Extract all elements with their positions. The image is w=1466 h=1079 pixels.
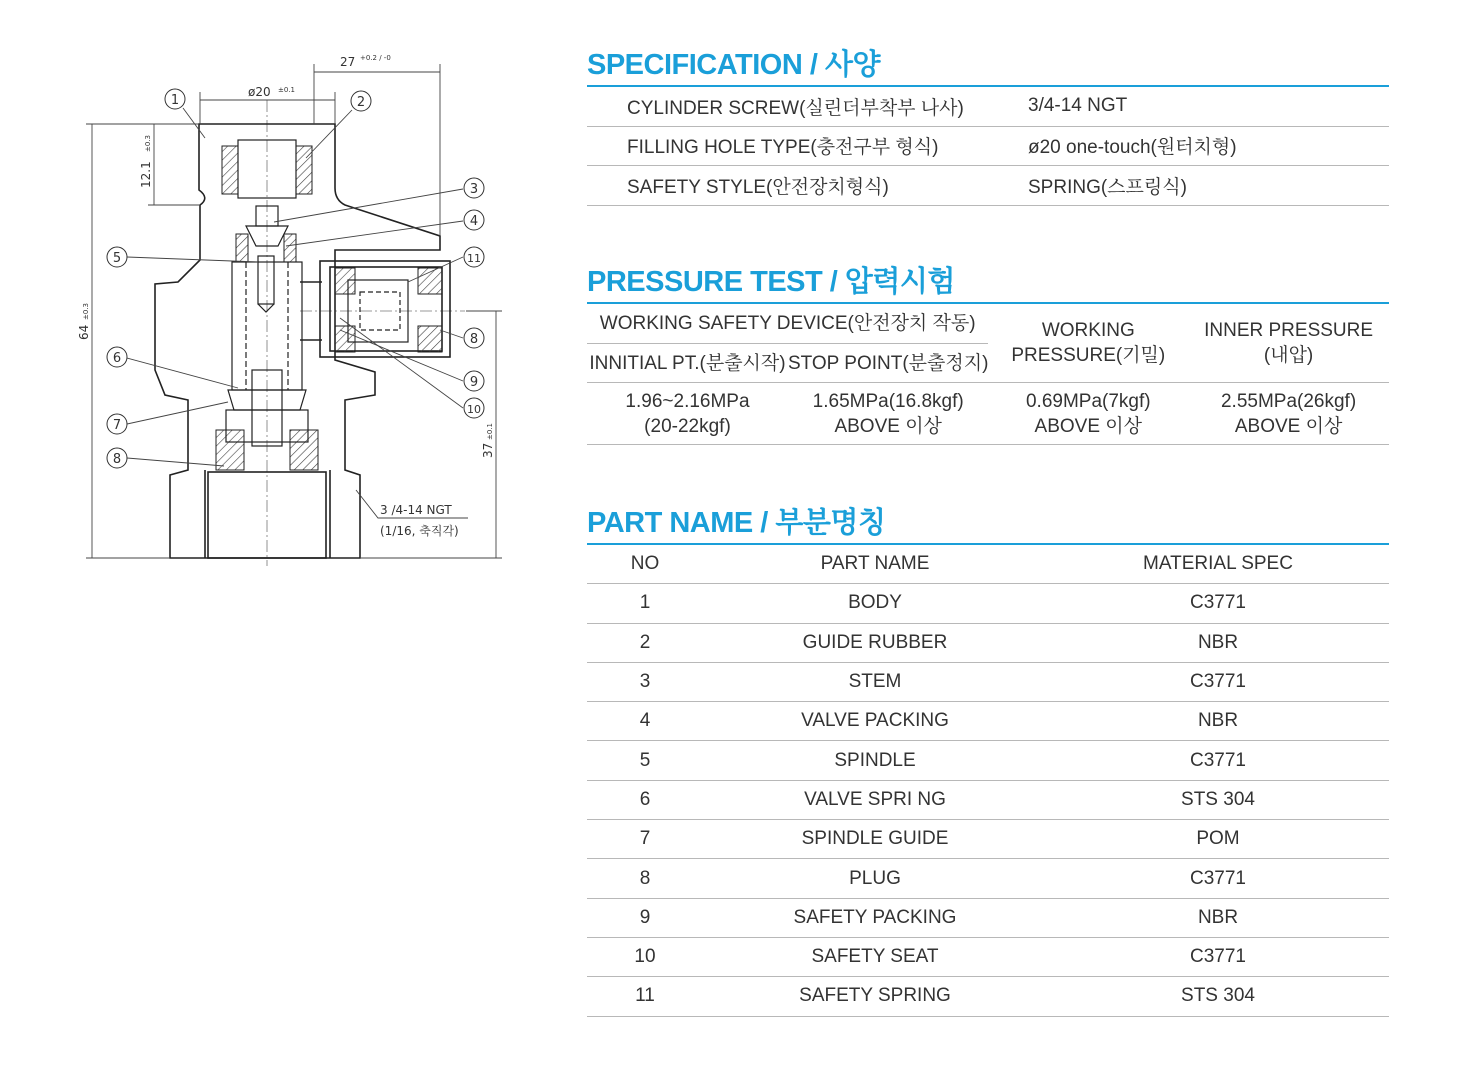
inner-pressure-header: INNER PRESSURE (내압) (1188, 304, 1389, 383)
initial-pt-value: 1.96~2.16MPa (20-22kgf) (587, 383, 788, 445)
svg-text:1: 1 (170, 93, 180, 108)
svg-text:2: 2 (356, 95, 366, 110)
spec-key: CYLINDER SCREW(실린더부착부 나사) (587, 87, 1028, 126)
table-row: 3 STEM C3771 (587, 662, 1389, 701)
table-row (587, 166, 1389, 206)
spec-key: SAFETY STYLE(안전장치형식) (587, 166, 1028, 206)
svg-text:3 /4-14 NGT: 3 /4-14 NGT (380, 503, 452, 517)
table-row: 11 SAFETY SPRING STS 304 (587, 977, 1389, 1016)
table-row: 6 VALVE SPRI NG STS 304 (587, 780, 1389, 819)
svg-text:5: 5 (112, 251, 122, 266)
spec-key: FILLING HOLE TYPE(충전구부 형식) (587, 126, 1028, 166)
working-pressure-value: 0.69MPa(7kgf) ABOVE 이상 (988, 383, 1188, 445)
table-header-row (587, 545, 1389, 584)
svg-text:±0.3: ±0.3 (82, 303, 90, 320)
pressure-test-section (587, 262, 1389, 445)
svg-text:ø20: ø20 (248, 85, 271, 99)
balloon-6 (107, 347, 127, 367)
svg-text:8: 8 (469, 332, 479, 347)
balloon-3 (464, 178, 484, 198)
header-part-name: PART NAME (703, 545, 1047, 584)
part-name-title: PART NAME / 부분명칭 (587, 503, 1389, 545)
svg-text:27: 27 (340, 55, 356, 69)
table-row: 9 SAFETY PACKING NBR (587, 898, 1389, 937)
header-material: MATERIAL SPEC (1047, 545, 1389, 584)
table-row: 2 GUIDE RUBBER NBR (587, 623, 1389, 662)
dimension-labels (77, 54, 495, 538)
working-pressure-header: WORKING PRESSURE(기밀) (988, 304, 1188, 383)
table-row: 8 PLUG C3771 (587, 859, 1389, 898)
part-name-table (587, 545, 1389, 1017)
stop-point-header: STOP POINT(분출정지) (788, 344, 988, 383)
svg-text:37: 37 (481, 442, 495, 458)
balloon-10 (464, 398, 484, 418)
svg-text:3: 3 (469, 182, 479, 197)
svg-text:±0.1: ±0.1 (486, 423, 494, 440)
svg-text:(1/16, 축직각): (1/16, 축직각) (380, 524, 459, 538)
table-row (587, 383, 1389, 445)
svg-text:11: 11 (467, 252, 481, 265)
specification-section (587, 45, 1389, 206)
svg-text:9: 9 (469, 375, 479, 390)
inner-pressure-value: 2.55MPa(26kgf) ABOVE 이상 (1188, 383, 1389, 445)
specification-title: SPECIFICATION / 사양 (587, 45, 1389, 87)
svg-text:12.1: 12.1 (139, 161, 153, 188)
table-row: 1 BODY C3771 (587, 584, 1389, 623)
table-row: 7 SPINDLE GUIDE POM (587, 820, 1389, 859)
balloon-5 (107, 247, 127, 267)
balloon-8-right (464, 328, 484, 348)
pressure-test-table (587, 304, 1389, 445)
svg-text:10: 10 (467, 403, 481, 416)
svg-text:+0.2 / -0: +0.2 / -0 (360, 54, 391, 62)
table-row (587, 126, 1389, 166)
svg-text:7: 7 (112, 418, 122, 433)
table-row: 5 SPINDLE C3771 (587, 741, 1389, 780)
balloon-4 (464, 210, 484, 230)
table-row (587, 87, 1389, 126)
valve-cross-section-drawing (60, 40, 530, 600)
working-safety-device-header: WORKING SAFETY DEVICE(안전장치 작동) (587, 304, 988, 344)
stop-point-value: 1.65MPa(16.8kgf) ABOVE 이상 (788, 383, 988, 445)
internal-stem (226, 140, 408, 446)
balloon-9 (464, 371, 484, 391)
specification-table (587, 87, 1389, 206)
balloon-2 (351, 91, 371, 111)
svg-text:±0.1: ±0.1 (278, 86, 295, 94)
spec-value: ø20 one-touch(원터치형) (1028, 126, 1389, 166)
balloon-1 (165, 89, 185, 109)
svg-text:64: 64 (77, 324, 91, 340)
svg-text:4: 4 (469, 214, 479, 229)
header-no: NO (587, 545, 703, 584)
balloon-8-left (107, 448, 127, 468)
spec-value: 3/4-14 NGT (1028, 87, 1389, 126)
balloon-11 (464, 247, 484, 267)
initial-pt-header: INNITIAL PT.(분출시작) (587, 344, 788, 383)
svg-text:8: 8 (112, 452, 122, 467)
pressure-test-title: PRESSURE TEST / 압력시험 (587, 262, 1389, 304)
balloon-7 (107, 414, 127, 434)
table-row: 4 VALVE PACKING NBR (587, 702, 1389, 741)
svg-text:±0.3: ±0.3 (144, 135, 152, 152)
part-name-section (587, 503, 1389, 1017)
spec-value: SPRING(스프링식) (1028, 166, 1389, 206)
svg-text:6: 6 (112, 351, 122, 366)
table-row: 10 SAFETY SEAT C3771 (587, 937, 1389, 976)
